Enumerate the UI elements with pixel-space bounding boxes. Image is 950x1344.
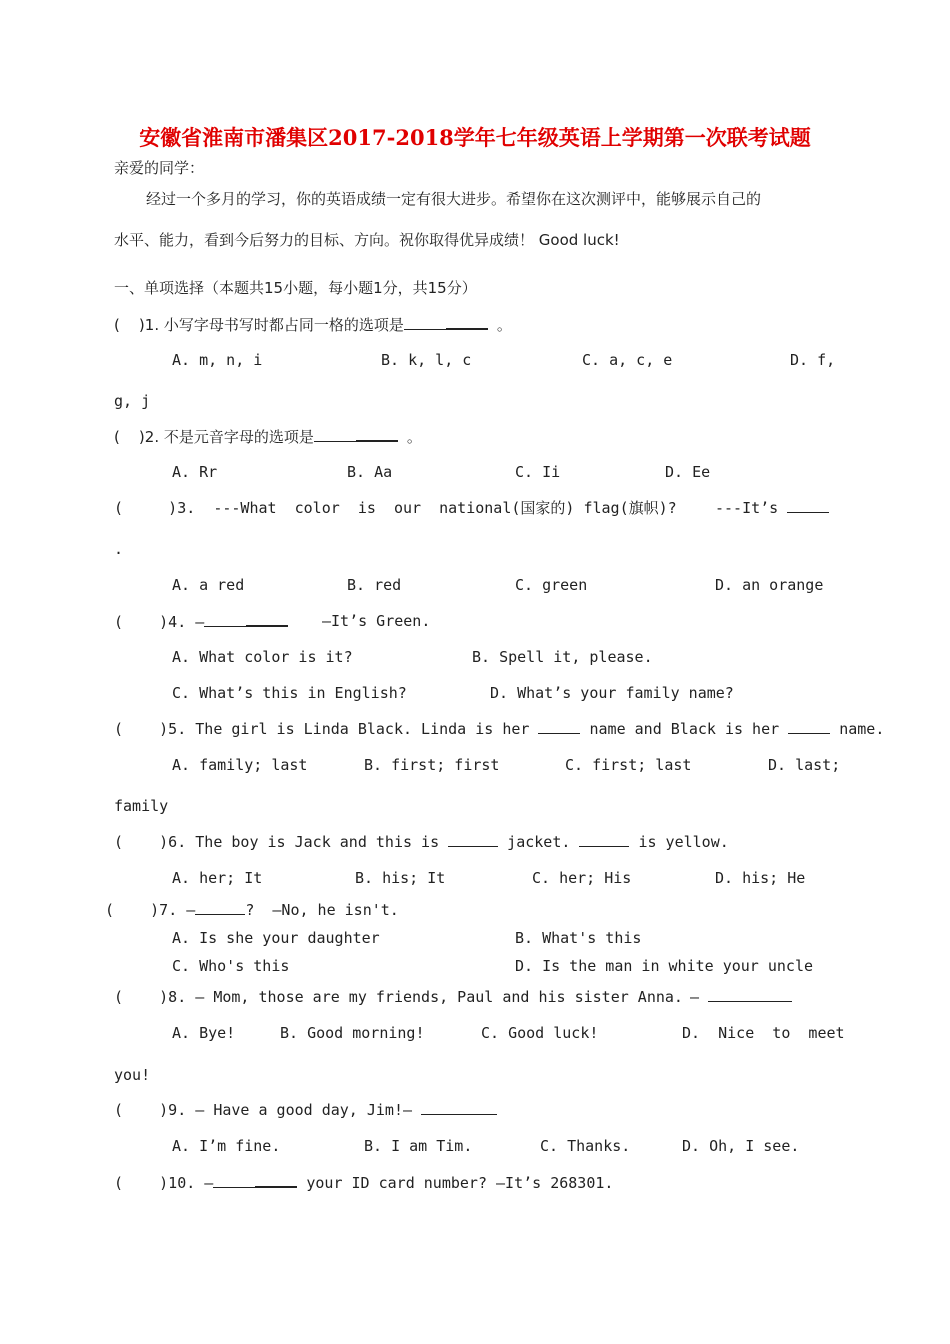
q8-option-d: D. Nice to meet — [682, 1024, 845, 1042]
answer-blank — [788, 719, 830, 734]
answer-blank — [204, 612, 246, 627]
q2-option-d: D. Ee — [665, 463, 711, 481]
q3-end: . — [114, 540, 124, 558]
answer-blank — [246, 611, 288, 627]
q1-option-b: B. k, l, c — [381, 351, 472, 369]
q5-option-d: D. last; — [768, 756, 841, 774]
q5-option-c: C. first; last — [565, 756, 692, 774]
q1-option-a: A. m, n, i — [172, 351, 263, 369]
q4-option-b: B. Spell it, please. — [472, 648, 653, 666]
q6-option-d: D. his; He — [715, 869, 806, 887]
q3-option-c: C. green — [515, 576, 588, 594]
answer-blank — [195, 900, 245, 915]
answer-blank — [314, 427, 356, 442]
q7-option-c: C. Who's this — [172, 957, 290, 975]
answer-blank — [404, 315, 446, 330]
q1-option-d-cont: g, j — [114, 392, 151, 410]
q8-option-a: A. Bye! — [172, 1024, 236, 1042]
q8-option-c: C. Good luck! — [481, 1024, 599, 1042]
question-6: ( )6. The boy is Jack and this is jacket. is yellow. — [114, 833, 729, 851]
question-7: ( )7. — ? —No, he isn't. — [105, 901, 399, 919]
answer-blank — [255, 1172, 297, 1188]
answer-blank — [448, 832, 498, 847]
question-1: ( )1. 小写字母书写时都占同一格的选项是 。 — [114, 316, 512, 334]
answer-blank — [787, 498, 829, 513]
exam-title: 安徽省淮南市潘集区2017-2018学年七年级英语上学期第一次联考试题 — [139, 125, 811, 150]
section-1-heading: 一、单项选择（本题共15小题，每小题1分，共15分） — [114, 279, 477, 297]
q2-option-c: C. Ii — [515, 463, 561, 481]
answer-blank — [579, 832, 629, 847]
q6-option-a: A. her; It — [172, 869, 263, 887]
q6-option-b: B. his; It — [355, 869, 446, 887]
q4-reply: —It’s Green. — [322, 612, 431, 630]
answer-blank — [421, 1100, 497, 1115]
q3-option-d: D. an orange — [715, 576, 824, 594]
question-9: ( )9. — Have a good day, Jim!— — [114, 1100, 497, 1120]
q9-option-a: A. I’m fine. — [172, 1137, 281, 1155]
q9-option-b: B. I am Tim. — [364, 1137, 473, 1155]
question-2: ( )2. 不是元音字母的选项是 。 — [114, 428, 422, 446]
q7-option-a: A. Is she your daughter — [172, 929, 380, 947]
q2-option-b: B. Aa — [347, 463, 393, 481]
q3-option-a: A. a red — [172, 576, 245, 594]
intro-line-1: 经过一个多月的学习，你的英语成绩一定有很大进步。希望你在这次测评中，能够展示自己的 — [146, 190, 762, 208]
question-10: ( )10. — your ID card number? —It’s 268301. — [114, 1174, 614, 1192]
question-3: ( )3. ---What color is our national(国家的) flag(旗帜)? — [114, 499, 677, 517]
answer-blank — [538, 719, 580, 734]
q4-option-c: C. What’s this in English? — [172, 684, 407, 702]
q7-option-d: D. Is the man in white your uncle — [515, 957, 814, 975]
greeting: 亲爱的同学： — [114, 159, 205, 177]
intro-line-2: 水平、能力，看到今后努力的目标、方向。祝你取得优异成绩！ Good luck! — [114, 231, 620, 249]
answer-blank — [213, 1173, 255, 1188]
q9-option-d: D. Oh, I see. — [682, 1137, 800, 1155]
q5-option-d-cont: family — [114, 797, 169, 815]
question-4: ( )4. — — [114, 611, 288, 632]
q3-answer-prompt: ---It’s — [715, 498, 829, 518]
q8-answer-prompt: — — [690, 987, 792, 1007]
q8-option-d-cont: you! — [114, 1066, 151, 1084]
q4-option-a: A. What color is it? — [172, 648, 353, 666]
question-5: ( )5. The girl is Linda Black. Linda is her name and Black is her name. — [114, 720, 885, 738]
answer-blank — [708, 987, 792, 1002]
q8-option-b: B. Good morning! — [280, 1024, 425, 1042]
q3-option-b: B. red — [347, 576, 402, 594]
q9-option-c: C. Thanks. — [540, 1137, 631, 1155]
q5-option-b: B. first; first — [364, 756, 500, 774]
q4-option-d: D. What’s your family name? — [490, 684, 734, 702]
q2-option-a: A. Rr — [172, 463, 218, 481]
q1-option-d: D. f, — [790, 351, 836, 369]
q7-option-b: B. What's this — [515, 929, 642, 947]
answer-blank — [446, 314, 488, 330]
q6-option-c: C. her; His — [532, 869, 632, 887]
q5-option-a: A. family; last — [172, 756, 308, 774]
q1-option-c: C. a, c, e — [582, 351, 673, 369]
answer-blank — [356, 426, 398, 442]
question-8: ( )8. — Mom, those are my friends, Paul and his sister Anna. — [114, 988, 683, 1006]
